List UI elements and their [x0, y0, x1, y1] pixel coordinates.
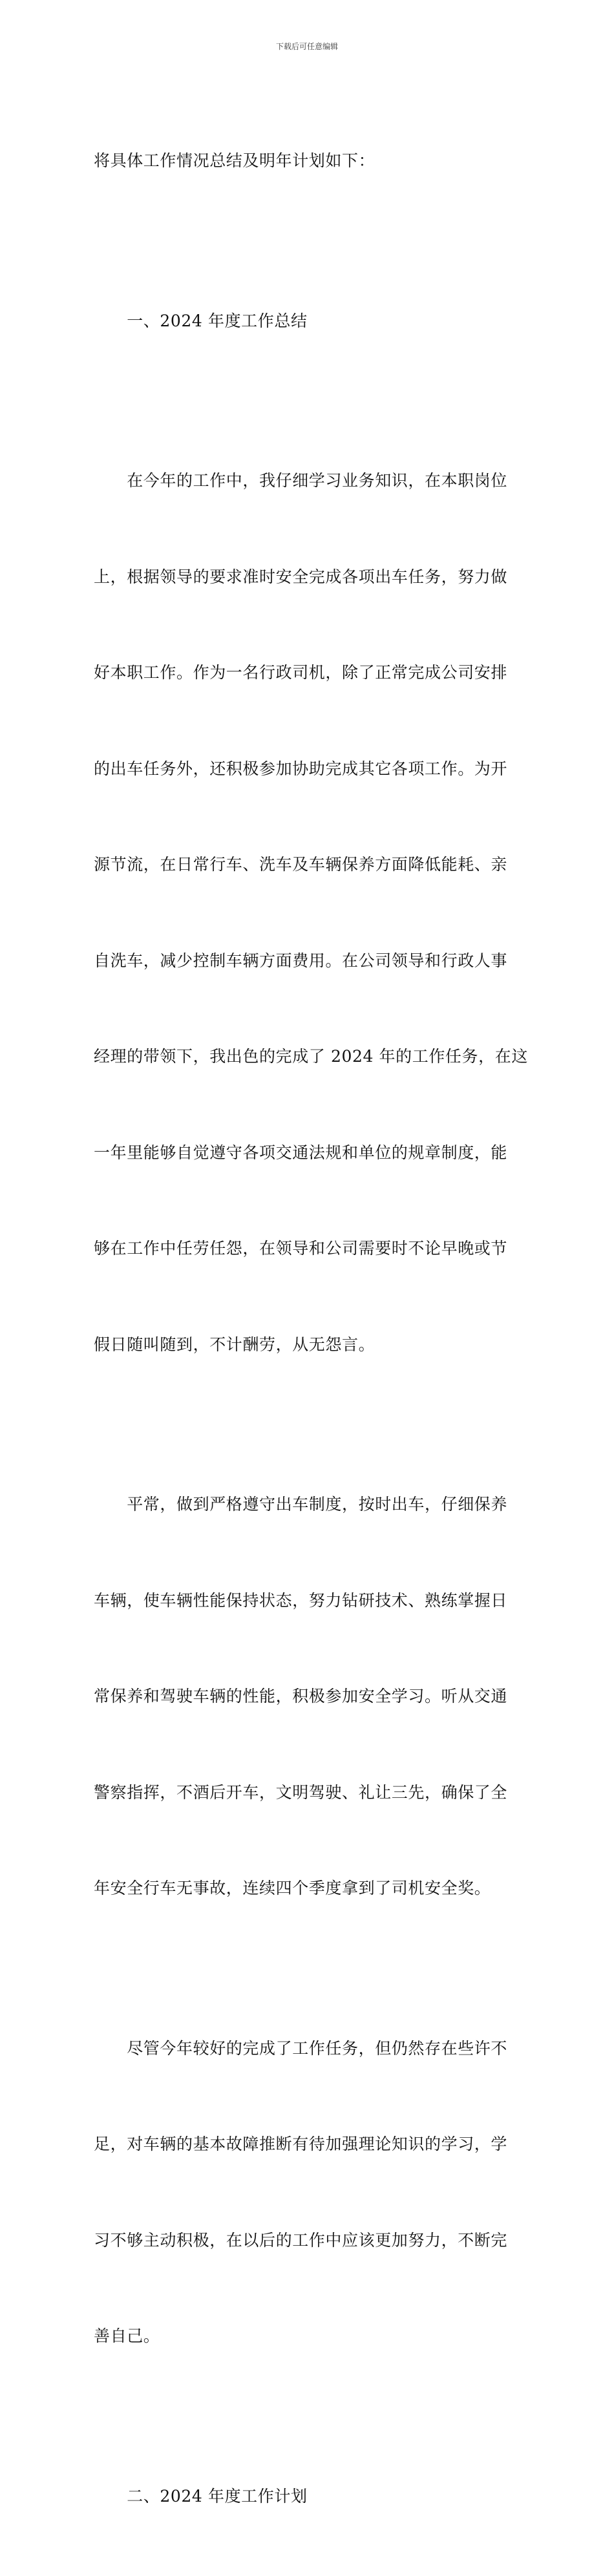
document-body	[94, 81, 527, 2576]
text-line: 够在工作中任劳任怨，在领导和公司需要时不论早晚或节	[94, 1232, 527, 1265]
paragraph-daily-duties	[94, 1424, 527, 1969]
text-line: 假日随叫随到，不计酬劳，从无怨言。	[94, 1329, 527, 1361]
paragraph-work-summary	[94, 401, 527, 1424]
text-line: 年安全行车无事故，连续四个季度拿到了司机安全奖。	[94, 1872, 527, 1905]
text-line: 二、2024 年度工作计划	[94, 2480, 527, 2513]
text-line: 警察指挥，不酒后开车，文明驾驶、礼让三先，确保了全	[94, 1777, 527, 1809]
page-header-note: 下载后可任意编辑	[0, 41, 614, 52]
paragraph-shortcomings	[94, 1969, 527, 2416]
text-line: 源节流，在日常行车、洗车及车辆保养方面降低能耗、亲	[94, 849, 527, 881]
text-line: 尽管今年较好的完成了工作任务，但仍然存在些许不	[94, 2032, 527, 2065]
section-heading-summary	[94, 241, 527, 401]
text-line: 足，对车辆的基本故障推断有待加强理论知识的学习，学	[94, 2128, 527, 2160]
text-line: 善自己。	[94, 2320, 527, 2352]
text-line: 自洗车，减少控制车辆方面费用。在公司领导和行政人事	[94, 945, 527, 977]
text-line: 经理的带领下，我出色的完成了 2024 年的工作任务，在这	[94, 1040, 527, 1073]
section-heading-plan	[94, 2416, 527, 2576]
text-line: 的出车任务外，还积极参加协助完成其它各项工作。为开	[94, 753, 527, 785]
text-line: 在今年的工作中，我仔细学习业务知识，在本职岗位	[94, 465, 527, 497]
text-line: 一、2024 年度工作总结	[94, 305, 527, 337]
text-line: 一年里能够自觉遵守各项交通法规和单位的规章制度，能	[94, 1137, 527, 1169]
text-line: 车辆，使车辆性能保持状态，努力钻研技术、熟练掌握日	[94, 1585, 527, 1617]
paragraph-intro	[94, 81, 527, 241]
text-line: 将具体工作情况总结及明年计划如下：	[94, 145, 527, 177]
text-line: 习不够主动积极，在以后的工作中应该更加努力，不断完	[94, 2224, 527, 2257]
text-line: 平常，做到严格遵守出车制度，按时出车，仔细保养	[94, 1488, 527, 1521]
text-line: 常保养和驾驶车辆的性能，积极参加安全学习。听从交通	[94, 1680, 527, 1713]
text-line: 好本职工作。作为一名行政司机，除了正常完成公司安排	[94, 657, 527, 689]
text-line: 上，根据领导的要求准时安全完成各项出车任务，努力做	[94, 561, 527, 593]
